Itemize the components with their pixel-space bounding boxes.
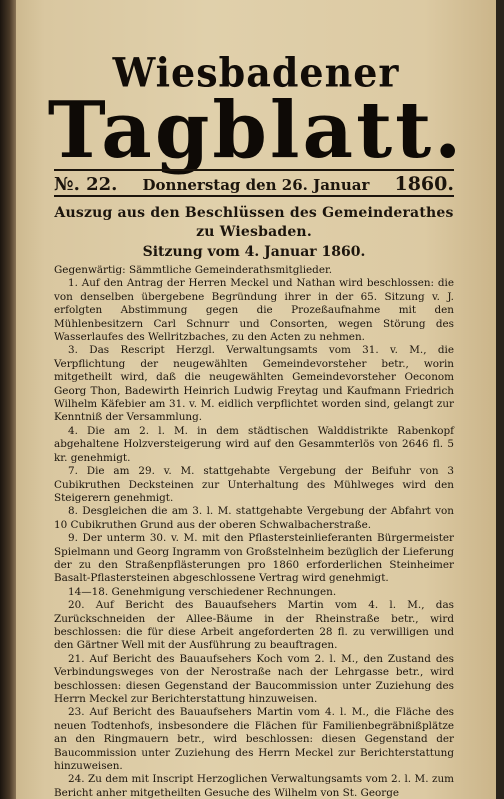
article-paragraph: 7. Die am 29. v. M. stattgehabte Vergebung der Beifuhr von 3 Cubikruthen Decksteinen zur Unterhaltung des Mühlweges wird den Steigerern genehmigt. bbox=[54, 465, 454, 504]
issue-date: Donnerstag den 26. Januar bbox=[142, 176, 370, 194]
article-paragraph: 20. Auf Bericht des Bauaufsehers Martin vom 4. l. M., das Zurückschneiden der Allee-Bäume in der Rheinstraße betr., wird beschlossen: die für diese Arbeit angeforderten 28 fl. zu verwilligen und den Gärtner Well mit der Ausführung zu beauftragen. bbox=[54, 599, 454, 652]
issue-bottom-rule bbox=[54, 195, 454, 197]
issue-top-rule bbox=[54, 169, 454, 171]
masthead-title-line1: Wiesbadener bbox=[112, 48, 400, 97]
article-paragraph: 1. Auf den Antrag der Herren Meckel und Nathan wird beschlossen: die von denselben übergebene Begründung ihrer in der 65. Sitzung v. J. erfolgten Abstimmung gegen die Prozeßaufnahme mit den Mühlenbesitzern Carl Schnurr und Consorten, wegen Störung des Wasserlaufes des Wellritzbaches, zu den Acten zu nehmen. bbox=[54, 277, 454, 344]
newspaper-page bbox=[16, 0, 496, 799]
article-paragraph: 23. Auf Bericht des Bauaufsehers Martin vom 4. l. M., die Fläche des neuen Todtenhofs, insbesondere die Flächen für Familienbegräbnißplätze an den Ringmauern betr., wird beschlossen: diesen Gegenstand der Baucommission unter Zuziehung des Herrn Meckel zur Berichterstattung hinzuweisen. bbox=[54, 706, 454, 773]
article-paragraph: 21. Auf Bericht des Bauaufsehers Koch vom 2. l. M., den Zustand des Verbindungsweges von der Nerostraße nach der Lehrgasse betr., wird beschlossen: diesen Gegenstand der Baucommission unter Zuziehung des Herrn Meckel zur Berichterstattung hinzuweisen. bbox=[54, 652, 454, 705]
book-binding bbox=[0, 0, 16, 799]
article-paragraph: Gegenwärtig: Sämmtliche Gemeinderathsmitglieder. bbox=[54, 264, 333, 276]
article-heading: Auszug aus den Beschlüssen des Gemeinderathes zu Wiesbaden. bbox=[54, 205, 454, 240]
article-paragraph: 24. Zu dem mit Inscript Herzoglichen Verwaltungsamts vom 2. l. M. zum Bericht anher mitgetheilten Gesuche des Wilhelm von St. George bbox=[54, 773, 454, 799]
article-paragraph: 14—18. Genehmigung verschiedener Rechnungen. bbox=[68, 585, 337, 598]
article-paragraph: 4. Die am 2. l. M. in dem städtischen Walddistrikte Rabenkopf abgehaltene Holzversteigerung wird auf den Gesammterlös von 2646 fl. 5 kr. genehmigt. bbox=[54, 424, 454, 464]
article-paragraph: 9. Der unterm 30. v. M. mit den Pflastersteinlieferanten Bürgermeister Spielmann und Georg Ingramm von Großstelnheim bezüglich der Lieferung der zu den Straßenpflästerungen pro 1860 erforderlichen Steinheimer Basalt-Pflastersteinen abgeschlossene Vertrag wird genehmigt. bbox=[54, 532, 454, 585]
masthead-title-line2: Tagblatt. bbox=[47, 85, 465, 176]
article-paragraph: 8. Desgleichen die am 3. l. M. stattgehabte Vergebung der Abfahrt von 10 Cubikruthen Grund aus der oberen Schwalbacherstraße. bbox=[54, 505, 454, 531]
article-session: Sitzung vom 4. Januar 1860. bbox=[142, 244, 366, 260]
article bbox=[54, 204, 454, 799]
issue-line bbox=[54, 173, 454, 195]
issue-year: 1860. bbox=[394, 173, 454, 195]
article-paragraph: 3. Das Rescript Herzgl. Verwaltungsamts vom 31. v. M., die Verpflichtung der neugewählten Gemeindevorsteher betr., worin mitgetheilt wird, daß die neugewählten Gemeindevorsteher Oeconom Georg Thon, Badewirth Heinrich Ludwig Freytag und Kaufmann Friedrich Wilhelm Käfebier am 31. v. M. eidlich verpflichtet worden sind, gelangt zur Kenntniß der Versammlung. bbox=[54, 344, 454, 424]
masthead bbox=[16, 48, 496, 176]
issue-number: №. 22. bbox=[54, 174, 118, 195]
article-body bbox=[54, 264, 454, 799]
